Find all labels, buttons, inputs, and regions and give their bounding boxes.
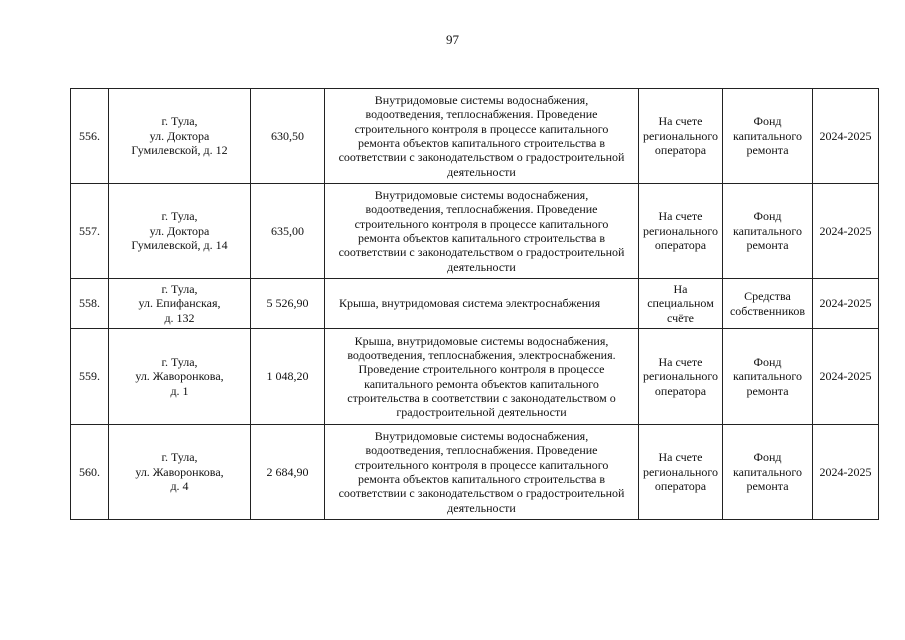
account-line: На: [673, 281, 688, 296]
work-line: соответствии с законодательством о градостроительной: [338, 245, 625, 260]
work-line: Внутридомовые системы водоснабжения,: [374, 188, 589, 203]
address-cell: [109, 329, 251, 425]
work-line: строительного контроля в процессе капитального: [354, 121, 609, 136]
fund-cell: [723, 425, 813, 520]
account-line: На счете: [658, 209, 703, 224]
account-line: регионального: [642, 369, 719, 384]
fund-line: ремонта: [746, 238, 789, 253]
address-line: г. Тула,: [161, 281, 198, 296]
address-line: г. Тула,: [161, 450, 198, 465]
work-line: деятельности: [447, 500, 516, 515]
area-cell: 5 526,90: [251, 279, 325, 329]
table-row: [71, 89, 879, 184]
address-line: ул. Доктора: [149, 128, 210, 143]
work-line: Крыша, внутридомовая система электроснабжения: [339, 296, 601, 311]
work-line: Проведение строительного контроля в процессе: [358, 362, 605, 377]
row-number: 559.: [71, 329, 109, 425]
work-line: Внутридомовые системы водоснабжения,: [374, 93, 589, 108]
work-line: водоотведения, теплоснабжения. Проведение: [365, 202, 598, 217]
fund-line: капитального: [733, 369, 802, 384]
repair-program-table: [70, 88, 879, 520]
work-line: деятельности: [447, 259, 516, 274]
account-line: регионального: [642, 128, 719, 143]
work-line: водоотведения, теплоснабжения. Проведение: [365, 443, 598, 458]
fund-line: Фонд: [753, 354, 782, 369]
fund-line: Фонд: [753, 450, 782, 465]
row-number: 560.: [71, 425, 109, 520]
fund-cell: [723, 279, 813, 329]
work-line: водоотведения, теплоснабжения, электроснабжения.: [347, 347, 616, 362]
account-cell: [639, 329, 723, 425]
fund-line: Фонд: [753, 114, 782, 129]
address-cell: [109, 279, 251, 329]
address-line: д. 1: [170, 383, 189, 398]
work-line: строительства в соответствии с законодательством о: [347, 390, 616, 405]
fund-line: ремонта: [746, 479, 789, 494]
work-description-cell: [325, 184, 639, 279]
account-cell: [639, 279, 723, 329]
address-line: ул. Жаворонкова,: [135, 369, 224, 384]
address-line: д. 132: [164, 310, 195, 325]
address-line: д. 4: [170, 479, 189, 494]
table-row: [71, 425, 879, 520]
area-cell: 2 684,90: [251, 425, 325, 520]
page-number: 97: [446, 32, 459, 47]
account-line: На счете: [658, 354, 703, 369]
account-line: регионального: [642, 464, 719, 479]
account-cell: [639, 184, 723, 279]
address-line: ул. Епифанская,: [138, 296, 221, 311]
account-line: На счете: [658, 114, 703, 129]
account-line: регионального: [642, 223, 719, 238]
work-line: деятельности: [447, 164, 516, 179]
period-cell: 2024-2025: [813, 425, 879, 520]
account-line: оператора: [654, 383, 707, 398]
period-cell: 2024-2025: [813, 329, 879, 425]
work-line: ремонта объектов капитального строительства в: [357, 136, 606, 150]
fund-line: капитального: [733, 464, 802, 479]
address-line: г. Тула,: [161, 354, 198, 369]
work-line: капитального ремонта объектов капитального: [364, 376, 599, 391]
account-line: оператора: [654, 238, 707, 253]
period-cell: 2024-2025: [813, 184, 879, 279]
work-line: Крыша, внутридомовые системы водоснабжения,: [354, 333, 609, 348]
fund-line: капитального: [733, 128, 802, 143]
address-line: Гумилевской, д. 12: [131, 143, 228, 158]
address-cell: [109, 184, 251, 279]
fund-cell: [723, 184, 813, 279]
work-line: соответствии с законодательством о градостроительной: [338, 486, 625, 501]
area-cell: 635,00: [251, 184, 325, 279]
account-line: оператора: [654, 479, 707, 494]
work-line: соответствии с законодательством о градостроительной: [338, 150, 625, 165]
address-line: ул. Доктора: [149, 223, 210, 238]
work-description-cell: [325, 279, 639, 329]
fund-line: собственников: [729, 303, 806, 318]
fund-line: Фонд: [753, 209, 782, 224]
address-line: Гумилевской, д. 14: [131, 238, 228, 253]
address-cell: [109, 425, 251, 520]
work-line: строительного контроля в процессе капитального: [354, 216, 609, 231]
period-cell: 2024-2025: [813, 279, 879, 329]
account-cell: [639, 89, 723, 184]
account-line: специальном: [647, 296, 714, 311]
table-row: [71, 279, 879, 329]
fund-line: ремонта: [746, 143, 789, 158]
row-number: 558.: [71, 279, 109, 329]
work-line: строительного контроля в процессе капитального: [354, 457, 609, 472]
work-description-cell: [325, 89, 639, 184]
row-number: 556.: [71, 89, 109, 184]
address-cell: [109, 89, 251, 184]
fund-cell: [723, 89, 813, 184]
account-line: счёте: [666, 310, 695, 325]
address-line: г. Тула,: [161, 114, 198, 129]
work-line: градостроительной деятельности: [396, 405, 567, 420]
work-line: ремонта объектов капитального строительства в: [357, 231, 606, 245]
work-line: ремонта объектов капитального строительства в: [357, 472, 606, 486]
area-cell: 630,50: [251, 89, 325, 184]
fund-line: Средства: [744, 289, 791, 303]
fund-line: капитального: [733, 223, 802, 238]
work-line: водоотведения, теплоснабжения. Проведение: [365, 107, 598, 122]
work-description-cell: [325, 425, 639, 520]
area-cell: 1 048,20: [251, 329, 325, 425]
row-number: 557.: [71, 184, 109, 279]
work-description-cell: [325, 329, 639, 425]
fund-cell: [723, 329, 813, 425]
account-cell: [639, 425, 723, 520]
period-cell: 2024-2025: [813, 89, 879, 184]
table-row: [71, 329, 879, 425]
account-line: оператора: [654, 143, 707, 158]
fund-line: ремонта: [746, 383, 789, 398]
table-row: [71, 184, 879, 279]
address-line: г. Тула,: [161, 209, 198, 224]
account-line: На счете: [658, 450, 703, 465]
work-line: Внутридомовые системы водоснабжения,: [374, 429, 589, 444]
address-line: ул. Жаворонкова,: [135, 464, 224, 479]
